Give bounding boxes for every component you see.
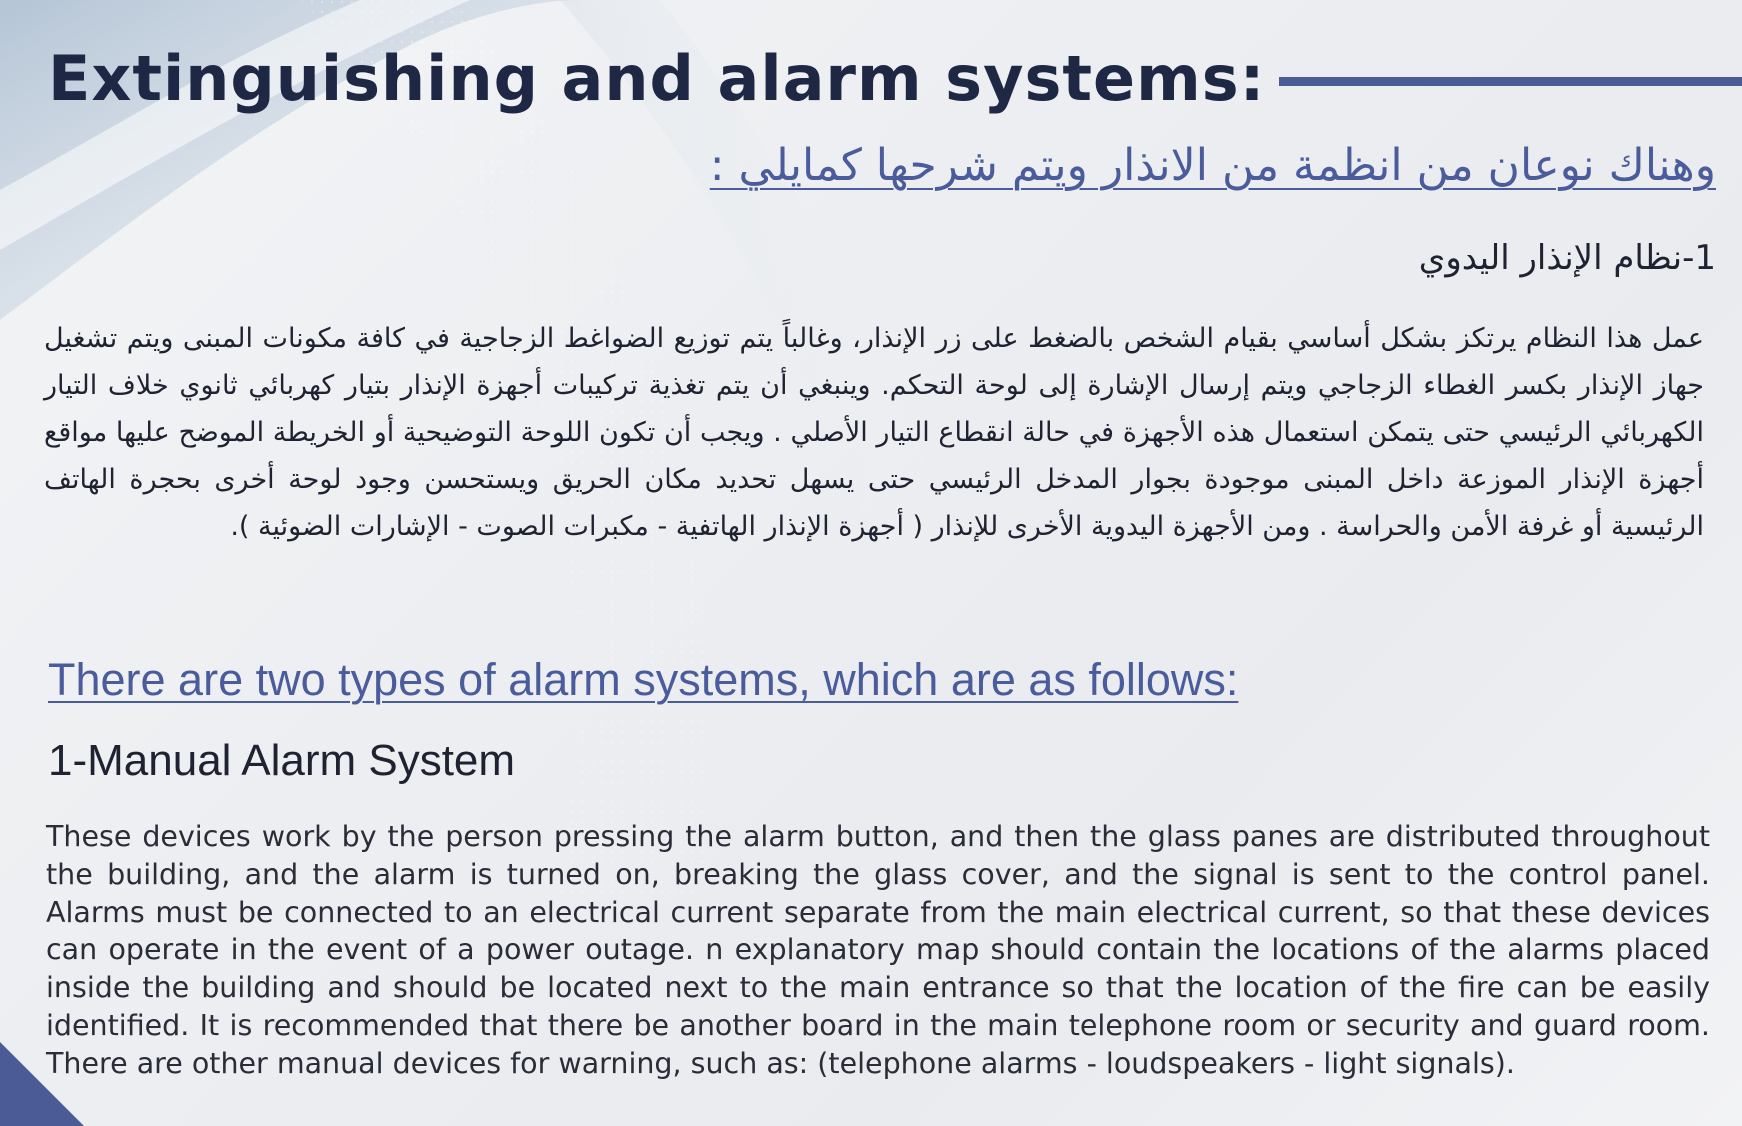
- arabic-subheading: 1-نظام الإنذار اليدوي: [1418, 238, 1716, 278]
- arabic-paragraph: عمل هذا النظام يرتكز بشكل أساسي بقيام الشخص بالضغط على زر الإنذار، وغالباً يتم توزيع الضواغط الزجاجية في كافة مكونات المبنى ويتم تشغيل جهاز الإنذار بكسر الغطاء الزجاجي ويتم إرسال الإشارة إلى لوحة التحكم. وينبغي أن يتم تغذية تركيبات أجهزة الإنذار بتيار كهربائي ثانوي خلاف التيار الكهربائي الرئيسي حتى يتمكن استعمال هذه الأجهزة في حالة انقطاع التيار الأصلي . ويجب أن تكون اللوحة التوضيحية أو الخريطة الموضح عليها مواقع أجهزة الإنذار الموزعة داخل المبنى موجودة بجوار المدخل الرئيسي حتى يسهل تحديد مكان الحريق ويستحسن وجود لوحة أخرى بحجرة الهاتف الرئيسية أو غرفة الأمن والحراسة . ومن الأجهزة اليدوية الأخرى للإنذار ( أجهزة الإنذار الهاتفية - مكبرات الصوت - الإشارات الضوئية ).: [44, 323, 1704, 542]
- title-row: [48, 28, 1742, 128]
- arabic-section-heading: وهناك نوعان من انظمة من الانذار ويتم شرحها كمايلي :: [709, 140, 1716, 191]
- title-rule: [1279, 77, 1742, 86]
- english-paragraph: These devices work by the person pressing the alarm button, and then the glass panes are distributed throughout the building, and the alarm is turned on, breaking the glass cover, and the signal is sent to the control panel. Alarms must be connected to an electrical current separate from the main electrical current, so that these devices can operate in the event of a power outage. n explanatory map should contain the locations of the alarms placed inside the building and should be located next to the main entrance so that the location of the fire can be easily identified. It is recommended that there be another board in the main telephone room or security and guard room. There are other manual devices for warning, such as: (telephone alarms - loudspeakers - light signals).: [46, 820, 1710, 1080]
- page-title: Extinguishing and alarm systems:: [48, 41, 1266, 115]
- english-section-heading: There are two types of alarm systems, which are as follows:: [48, 654, 1239, 705]
- english-subheading: 1-Manual Alarm System: [48, 736, 516, 785]
- corner-accent: [0, 1042, 84, 1126]
